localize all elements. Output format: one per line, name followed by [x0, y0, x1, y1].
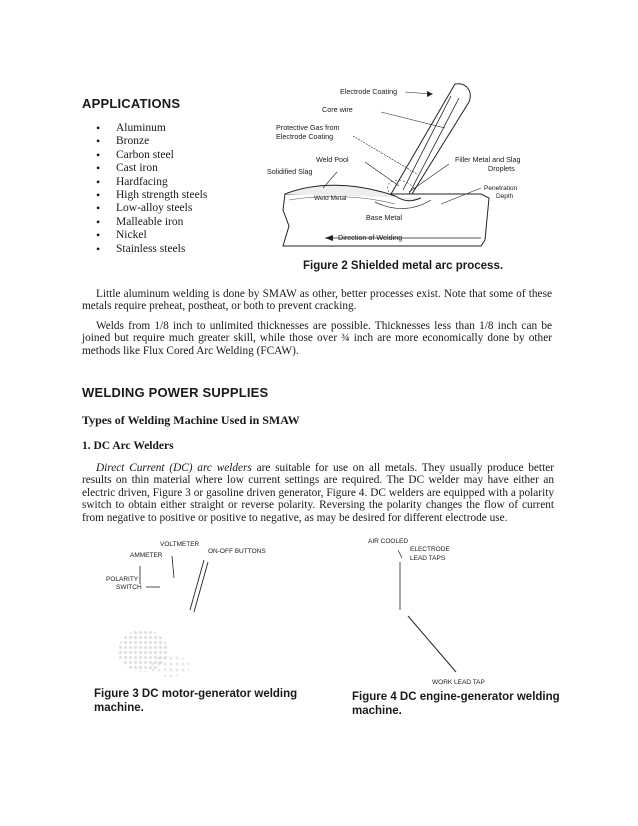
filler-metal-label-2: Droplets	[488, 164, 515, 173]
list-item: • Carbon steel	[96, 149, 207, 162]
voltmeter-label: VOLTMETER	[160, 541, 200, 548]
figure-2-caption: Figure 2 Shielded metal arc process.	[303, 260, 504, 272]
shielded-metal-arc-diagram	[255, 78, 505, 250]
applications-list	[96, 122, 207, 256]
welding-power-supplies-heading: WELDING POWER SUPPLIES	[82, 385, 269, 400]
figure-4-caption-2: machine.	[352, 705, 402, 717]
air-cooled-label: AIR COOLED	[368, 538, 409, 545]
polarity-switch-label-2: SWITCH	[116, 584, 142, 591]
list-item: • Cast iron	[96, 162, 207, 175]
list-item: • Low-alloy steels	[96, 202, 207, 215]
electrode-coating-label: Electrode Coating	[340, 87, 398, 96]
base-metal-label: Base Metal	[366, 213, 402, 222]
paragraph-dc-welders	[82, 462, 554, 524]
figure-3-caption: Figure 3 DC motor-generator welding	[94, 688, 298, 700]
direction-of-welding-label: Direction of Welding	[338, 233, 403, 242]
figure-4-caption: Figure 4 DC engine-generator welding	[352, 691, 560, 703]
polarity-switch-label: POLARITY	[106, 576, 139, 583]
work-lead-tap-label: WORK LEAD TAP	[432, 679, 485, 686]
list-item: • Bronze	[96, 135, 207, 148]
list-item: • Malleable iron	[96, 216, 207, 229]
on-off-buttons-label: ON-OFF BUTTONS	[208, 548, 266, 555]
list-item: • Aluminum	[96, 122, 207, 135]
core-wire-label: Core wire	[322, 105, 353, 114]
weld-metal-label: Weld Metal	[314, 195, 347, 202]
dc-text: are suitable for use on all metals. They usually produce better results on thin material where low current settings are required. The DC welder may have either an electric driven, Figure 3 or gasoline driven generator, Figure 4. DC welders are equipped with a polarity switch to obtain either straight or reverse polarity. Reversing the polarity changes the flow of current from negative to positive or positive to negative, as may be desired for different electrode use.	[82, 462, 554, 524]
applications-heading: APPLICATIONS	[82, 96, 181, 111]
paragraph-aluminum: Little aluminum welding is done by SMAW as other, better processes exist. Note that some of these metals require preheat, postheat, or both to prevent cracking.	[82, 288, 552, 313]
electrode-lead-taps-label: ELECTRODE	[410, 546, 450, 553]
engine-generator-illustration	[360, 540, 560, 690]
dc-lead-term: Direct Current (DC) arc welders	[96, 462, 252, 474]
list-item: • High strength steels	[96, 189, 207, 202]
protective-gas-label-2: Electrode Coating	[276, 132, 334, 141]
weld-pool-label: Weld Pool	[316, 155, 349, 164]
types-subheading: Types of Welding Machine Used in SMAW	[82, 413, 300, 427]
list-item: • Stainless steels	[96, 243, 207, 256]
filler-metal-label: Filler Metal and Slag	[455, 155, 521, 164]
paragraph-thickness: Welds from 1/8 inch to unlimited thicknesses are possible. Thicknesses less than 1/8 inch can be joined but require much greater skill, while those over ¾ inch are more economically done by other methods like Flux Cored Arc Welding (FCAW).	[82, 320, 552, 357]
figure-3-caption-2: machine.	[94, 702, 144, 714]
penetration-label: Penetration	[484, 185, 518, 192]
protective-gas-label: Protective Gas from	[276, 123, 340, 132]
list-item: • Hardfacing	[96, 176, 207, 189]
solidified-slag-label: Solidified Slag	[267, 167, 313, 176]
dc-arc-welders-heading: 1. DC Arc Welders	[82, 440, 174, 452]
list-item: • Nickel	[96, 229, 207, 242]
penetration-label-2: Depth	[496, 193, 514, 200]
ammeter-label: AMMETER	[130, 552, 163, 559]
electrode-lead-taps-label-2: LEAD TAPS	[410, 555, 446, 562]
faded-machine-image	[150, 655, 190, 677]
